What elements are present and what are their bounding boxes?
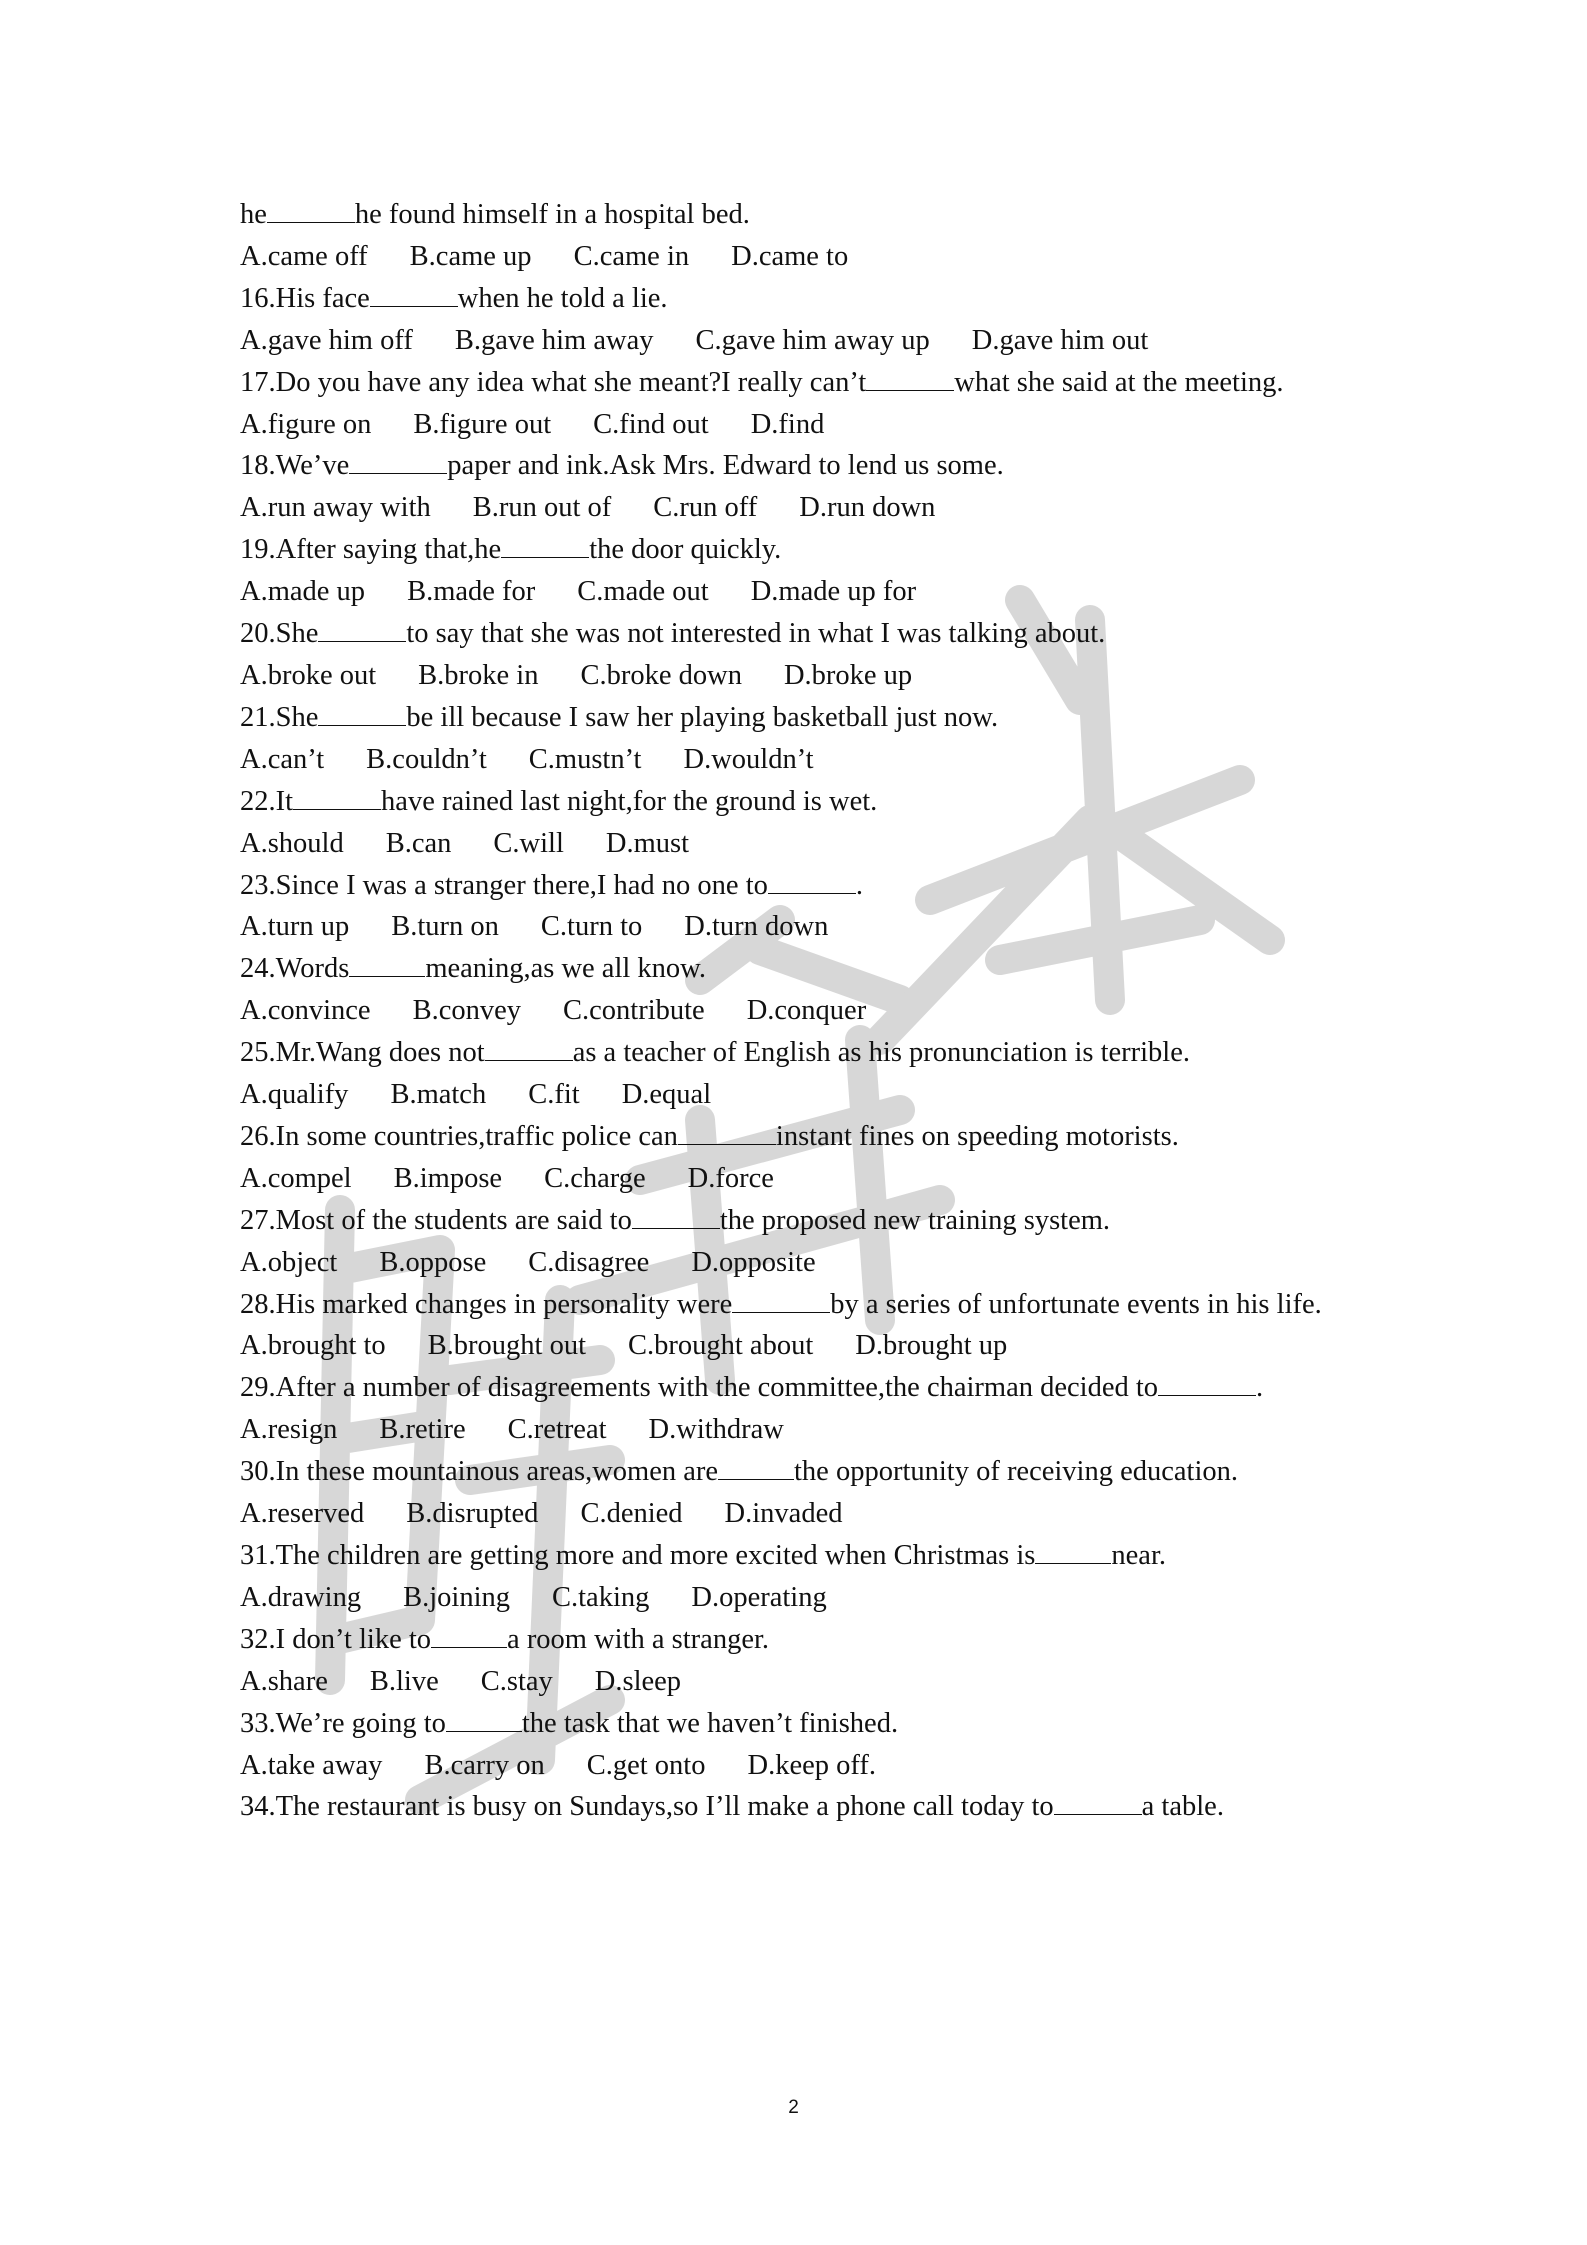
answer-blank bbox=[732, 1286, 830, 1313]
question-text-after: to say that she was not interested in what I was talking about. bbox=[406, 618, 1106, 650]
question-stem bbox=[240, 194, 1360, 236]
question-text-before: 25.Mr.Wang does not bbox=[240, 1037, 485, 1069]
question-text-after: what she said at the meeting. bbox=[954, 366, 1284, 398]
answer-option: B.disrupted bbox=[406, 1498, 539, 1530]
question-text-after: by a series of unfortunate events in his life. bbox=[830, 1288, 1322, 1320]
question-stem bbox=[240, 1535, 1360, 1577]
answer-option: A.resign bbox=[240, 1414, 338, 1446]
question-text-before: 28.His marked changes in personality were bbox=[240, 1288, 733, 1320]
answer-option: C.gave him away up bbox=[695, 324, 930, 356]
answer-option: D.force bbox=[687, 1162, 774, 1194]
answer-option: A.take away bbox=[240, 1749, 383, 1781]
answer-option: C.get onto bbox=[586, 1749, 706, 1781]
answer-blank bbox=[1035, 1537, 1111, 1564]
answer-option: B.came up bbox=[409, 240, 532, 272]
answer-option: C.stay bbox=[480, 1665, 553, 1697]
answer-option: B.turn on bbox=[391, 911, 499, 943]
answer-options bbox=[240, 655, 1360, 697]
answer-option: A.broke out bbox=[240, 659, 377, 691]
question-stem bbox=[240, 1619, 1360, 1661]
answer-blank bbox=[349, 950, 425, 977]
answer-option: C.turn to bbox=[540, 911, 643, 943]
question-stem bbox=[240, 445, 1360, 487]
answer-option: A.came off bbox=[240, 240, 368, 272]
answer-options bbox=[240, 1074, 1360, 1116]
answer-option: B.retire bbox=[379, 1414, 466, 1446]
question-list bbox=[240, 194, 1360, 1828]
answer-option: B.carry on bbox=[424, 1749, 545, 1781]
answer-option: A.reserved bbox=[240, 1498, 365, 1530]
answer-option: C.taking bbox=[552, 1581, 650, 1613]
answer-options bbox=[240, 1409, 1360, 1451]
answer-option: D.invaded bbox=[724, 1498, 843, 1530]
question-text-before: he bbox=[240, 199, 267, 230]
answer-option: B.run out of bbox=[472, 492, 612, 524]
answer-option: A.figure on bbox=[240, 408, 372, 440]
answer-option: C.run off bbox=[653, 492, 758, 524]
answer-option: C.charge bbox=[544, 1162, 646, 1194]
question-stem bbox=[240, 1703, 1360, 1745]
answer-option: C.denied bbox=[580, 1498, 683, 1530]
answer-blank bbox=[1054, 1788, 1142, 1815]
question-text-after: a table. bbox=[1141, 1791, 1224, 1823]
answer-option: A.compel bbox=[240, 1162, 352, 1194]
question-text-before: 29.After a number of disagreements with the committee,the chairman decided to bbox=[240, 1372, 1159, 1404]
question-text-before: 31.The children are getting more and more excited when Christmas is bbox=[240, 1540, 1036, 1571]
answer-blank bbox=[632, 1202, 720, 1229]
question-text-before: 34.The restaurant is busy on Sundays,so I’ll make a phone call today to bbox=[240, 1791, 1054, 1823]
answer-option: C.disagree bbox=[528, 1246, 650, 1278]
answer-option: A.drawing bbox=[240, 1581, 362, 1613]
answer-option: A.should bbox=[240, 827, 344, 859]
answer-option: D.broke up bbox=[783, 659, 913, 691]
answer-options bbox=[240, 404, 1360, 446]
question-stem bbox=[240, 1451, 1360, 1493]
answer-option: A.convince bbox=[240, 995, 371, 1027]
answer-blank bbox=[1158, 1369, 1256, 1396]
answer-blank bbox=[349, 447, 447, 474]
question-text-after: the door quickly. bbox=[589, 534, 782, 566]
question-stem bbox=[240, 613, 1360, 655]
answer-option: A.brought to bbox=[240, 1330, 386, 1362]
question-text-before: 33.We’re going to bbox=[240, 1707, 446, 1739]
answer-blank bbox=[446, 1705, 522, 1732]
answer-blank bbox=[267, 196, 355, 223]
question-text-before: 21.She bbox=[240, 701, 319, 733]
answer-options bbox=[240, 739, 1360, 781]
answer-blank bbox=[501, 531, 589, 558]
answer-option: C.mustn’t bbox=[528, 743, 642, 775]
answer-option: A.share bbox=[240, 1665, 328, 1697]
answer-option: A.object bbox=[240, 1246, 338, 1278]
answer-blank bbox=[431, 1621, 507, 1648]
answer-option: D.keep off. bbox=[747, 1749, 876, 1781]
question-text-after: have rained last night,for the ground is wet. bbox=[381, 785, 878, 817]
question-text-before: 19.After saying that,he bbox=[240, 534, 502, 566]
question-stem bbox=[240, 362, 1360, 404]
answer-option: B.gave him away bbox=[454, 324, 654, 356]
answer-option: B.live bbox=[369, 1665, 439, 1697]
question-text-after: near. bbox=[1111, 1540, 1166, 1571]
question-stem bbox=[240, 1032, 1360, 1074]
answer-option: D.opposite bbox=[691, 1246, 816, 1278]
question-stem bbox=[240, 1786, 1360, 1828]
answer-option: A.turn up bbox=[240, 911, 350, 943]
answer-option: C.fit bbox=[528, 1079, 580, 1111]
question-text-after: meaning,as we all know. bbox=[425, 953, 707, 985]
answer-option: D.gave him out bbox=[971, 324, 1149, 356]
answer-options bbox=[240, 320, 1360, 362]
answer-options bbox=[240, 1242, 1360, 1284]
question-stem bbox=[240, 1284, 1360, 1326]
answer-option: B.can bbox=[385, 827, 452, 859]
answer-option: B.oppose bbox=[379, 1246, 487, 1278]
answer-option: D.withdraw bbox=[648, 1414, 784, 1446]
page-number: 2 bbox=[788, 2097, 799, 2118]
answer-blank bbox=[718, 1453, 794, 1480]
question-text-after: when he told a lie. bbox=[457, 282, 668, 314]
answer-option: D.sleep bbox=[594, 1665, 682, 1697]
answer-blank bbox=[318, 699, 406, 726]
answer-options bbox=[240, 487, 1360, 529]
answer-options bbox=[240, 1661, 1360, 1703]
question-text-before: 22.It bbox=[240, 785, 294, 817]
answer-option: C.came in bbox=[573, 240, 690, 272]
question-stem bbox=[240, 278, 1360, 320]
question-text-before: 30.In these mountainous areas,women are bbox=[240, 1456, 719, 1488]
answer-option: C.find out bbox=[593, 408, 709, 440]
question-text-after: a room with a stranger. bbox=[507, 1623, 770, 1655]
question-text-before: 32.I don’t like to bbox=[240, 1623, 432, 1655]
answer-options bbox=[240, 1745, 1360, 1787]
question-text-before: 24.Words bbox=[240, 953, 350, 985]
answer-option: D.run down bbox=[799, 492, 936, 524]
question-text-before: 17.Do you have any idea what she meant?I really can’t bbox=[240, 366, 867, 398]
answer-options bbox=[240, 1577, 1360, 1619]
question-text-after: . bbox=[1256, 1372, 1264, 1404]
answer-blank bbox=[293, 783, 381, 810]
answer-option: B.impose bbox=[393, 1162, 503, 1194]
answer-options bbox=[240, 571, 1360, 613]
answer-option: A.gave him off bbox=[240, 324, 413, 356]
question-text-before: 16.His face bbox=[240, 282, 370, 314]
question-text-before: 20.She bbox=[240, 618, 319, 650]
answer-option: B.brought out bbox=[427, 1330, 587, 1362]
answer-option: A.run away with bbox=[240, 492, 431, 524]
answer-blank bbox=[318, 615, 406, 642]
answer-blank bbox=[768, 867, 856, 894]
question-text-after: the opportunity of receiving education. bbox=[794, 1456, 1239, 1488]
answer-option: C.will bbox=[493, 827, 564, 859]
question-text-after: the proposed new training system. bbox=[719, 1204, 1111, 1236]
answer-option: B.broke in bbox=[418, 659, 539, 691]
answer-option: D.made up for bbox=[750, 576, 917, 608]
question-text-after: as a teacher of English as his pronunciation is terrible. bbox=[572, 1037, 1191, 1069]
question-stem bbox=[240, 1367, 1360, 1409]
answer-options bbox=[240, 1325, 1360, 1367]
answer-blank bbox=[866, 364, 954, 391]
answer-option: D.must bbox=[605, 827, 690, 859]
answer-option: B.joining bbox=[403, 1581, 510, 1613]
answer-option: D.turn down bbox=[684, 911, 829, 943]
question-text-after: paper and ink.Ask Mrs. Edward to lend us some. bbox=[447, 450, 1004, 482]
question-stem bbox=[240, 1116, 1360, 1158]
answer-option: B.figure out bbox=[413, 408, 552, 440]
answer-option: D.equal bbox=[621, 1079, 712, 1111]
answer-options bbox=[240, 906, 1360, 948]
question-text-before: 27.Most of the students are said to bbox=[240, 1204, 632, 1236]
answer-options bbox=[240, 1493, 1360, 1535]
question-stem bbox=[240, 697, 1360, 739]
answer-option: D.operating bbox=[691, 1581, 827, 1613]
question-text-after: the task that we haven’t finished. bbox=[521, 1707, 899, 1739]
answer-option: B.couldn’t bbox=[366, 743, 487, 775]
answer-option: C.broke down bbox=[580, 659, 742, 691]
question-text-after: . bbox=[855, 869, 863, 901]
answer-option: A.made up bbox=[240, 576, 366, 608]
answer-option: A.can’t bbox=[240, 743, 325, 775]
question-text-after: he found himself in a hospital bed. bbox=[354, 199, 750, 230]
question-text-before: 26.In some countries,traffic police can bbox=[240, 1120, 678, 1152]
question-stem bbox=[240, 948, 1360, 990]
answer-option: D.came to bbox=[731, 240, 849, 272]
answer-options bbox=[240, 236, 1360, 278]
answer-option: D.conquer bbox=[746, 995, 867, 1027]
question-text-before: 23.Since I was a stranger there,I had no one to bbox=[240, 869, 768, 901]
answer-blank bbox=[678, 1118, 776, 1145]
answer-option: B.made for bbox=[407, 576, 536, 608]
answer-options bbox=[240, 1158, 1360, 1200]
answer-option: D.brought up bbox=[855, 1330, 1008, 1362]
answer-blank bbox=[370, 280, 458, 307]
answer-option: C.made out bbox=[577, 576, 709, 608]
answer-option: D.find bbox=[750, 408, 825, 440]
answer-option: B.match bbox=[390, 1079, 487, 1111]
answer-option: A.qualify bbox=[240, 1079, 349, 1111]
answer-option: C.retreat bbox=[507, 1414, 607, 1446]
question-stem bbox=[240, 865, 1360, 907]
answer-options bbox=[240, 990, 1360, 1032]
answer-option: D.wouldn’t bbox=[683, 743, 814, 775]
answer-options bbox=[240, 823, 1360, 865]
answer-blank bbox=[485, 1034, 573, 1061]
question-text-after: be ill because I saw her playing basketball just now. bbox=[406, 701, 999, 733]
question-stem bbox=[240, 1200, 1360, 1242]
answer-option: C.brought about bbox=[628, 1330, 814, 1362]
question-text-after: instant fines on speeding motorists. bbox=[775, 1120, 1179, 1152]
question-stem bbox=[240, 529, 1360, 571]
answer-option: B.convey bbox=[412, 995, 522, 1027]
question-text-before: 18.We’ve bbox=[240, 450, 350, 482]
answer-option: C.contribute bbox=[563, 995, 705, 1027]
question-stem bbox=[240, 781, 1360, 823]
